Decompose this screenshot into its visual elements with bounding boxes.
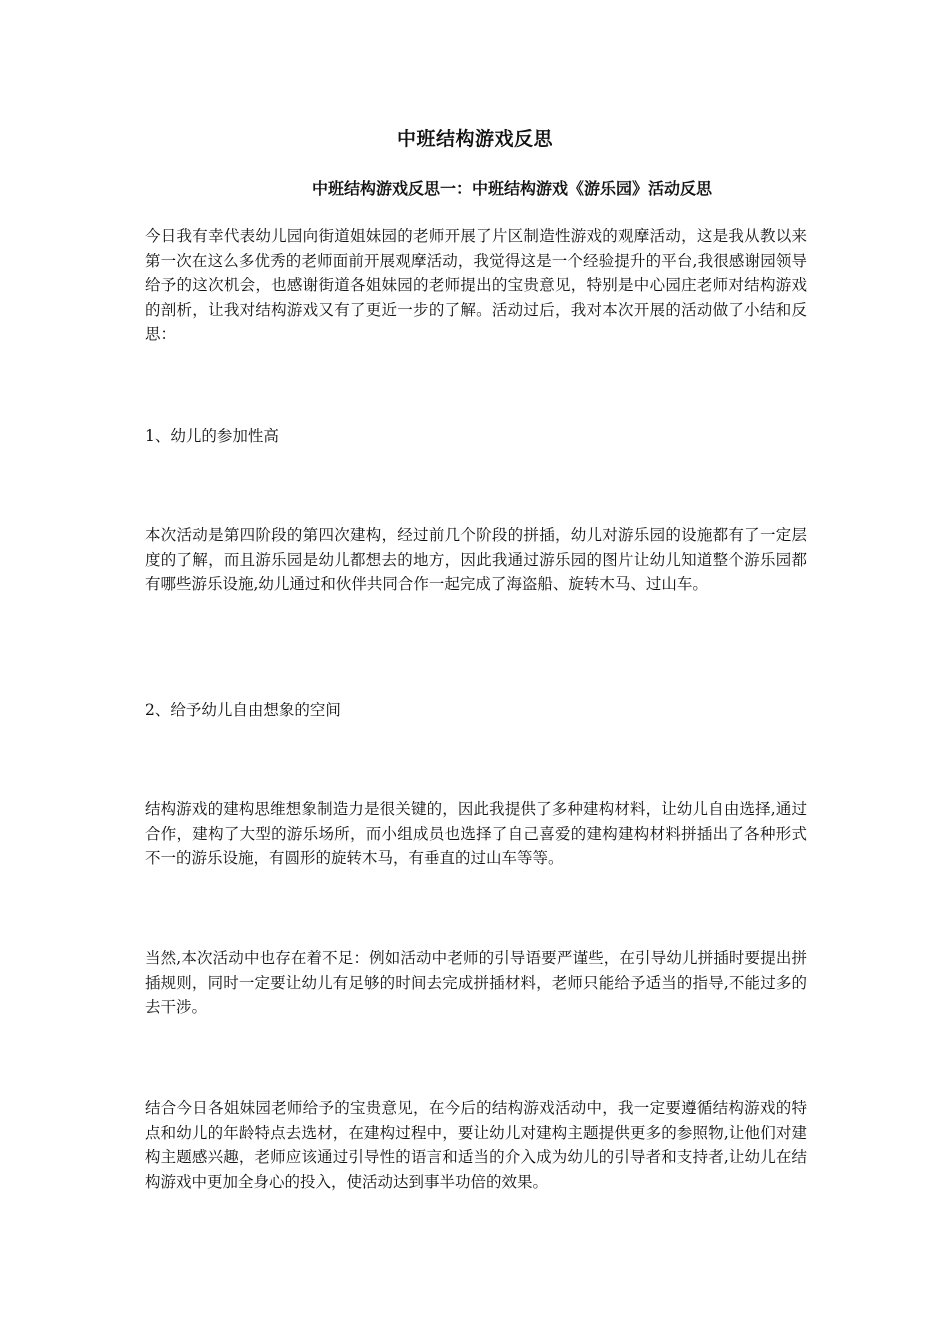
document-subtitle: 中班结构游戏反思一：中班结构游戏《游乐园》活动反思 xyxy=(312,179,713,198)
section-1-paragraph: 本次活动是第四阶段的第四次建构，经过前几个阶段的拼插，幼儿对游乐园的设施都有了一定层度的了解，而且游乐园是幼儿都想去的地方，因此我通过游乐园的图片让幼儿知道整个游乐园都有哪些游乐设施,幼儿通过和伙伴共同合作一起完成了海盗船、旋转木马、过山车。 xyxy=(145,526,807,593)
document-title: 中班结构游戏反思 xyxy=(396,128,553,150)
section-2-paragraph: 结构游戏的建构思维想象制造力是很关键的，因此我提供了多种建构材料，让幼儿自由选择,通过合作，建构了大型的游乐场所，而小组成员也选择了自己喜爱的建构建构材料拼插出了各种形式不一的游乐设施，有圆形的旋转木马，有垂直的过山车等等。 xyxy=(145,800,807,867)
intro-paragraph: 今日我有幸代表幼儿园向街道姐妹园的老师开展了片区制造性游戏的观摩活动，这是我从教以来第一次在这么多优秀的老师面前开展观摩活动，我觉得这是一个经验提升的平台,我很感谢园领导给予的这次机会，也感谢街道各姐妹园的老师提出的宝贵意见，特别是中心园庄老师对结构游戏的剖析，让我对结构游戏又有了更近一步的了解。活动过后，我对本次开展的活动做了小结和反思： xyxy=(145,227,807,343)
shortcomings-paragraph: 当然,本次活动中也存在着不足：例如活动中老师的引导语要严谨些，在引导幼儿拼插时要提出拼插规则，同时一定要让幼儿有足够的时间去完成拼插材料，老师只能给予适当的指导,不能过多的去干涉。 xyxy=(145,949,807,1016)
section-heading-2: 2、给予幼儿自由想象的空间 xyxy=(145,701,341,719)
conclusion-paragraph: 结合今日各姐妹园老师给予的宝贵意见，在今后的结构游戏活动中，我一定要遵循结构游戏的特点和幼儿的年龄特点去选材，在建构过程中，要让幼儿对建构主题提供更多的参照物,让他们对建构主题感兴趣，老师应该通过引导性的语言和适当的介入成为幼儿的引导者和支持者,让幼儿在结构游戏中更加全身心的投入，使活动达到事半功倍的效果。 xyxy=(145,1099,807,1191)
section-heading-1: 1、幼儿的参加性高 xyxy=(145,427,279,445)
